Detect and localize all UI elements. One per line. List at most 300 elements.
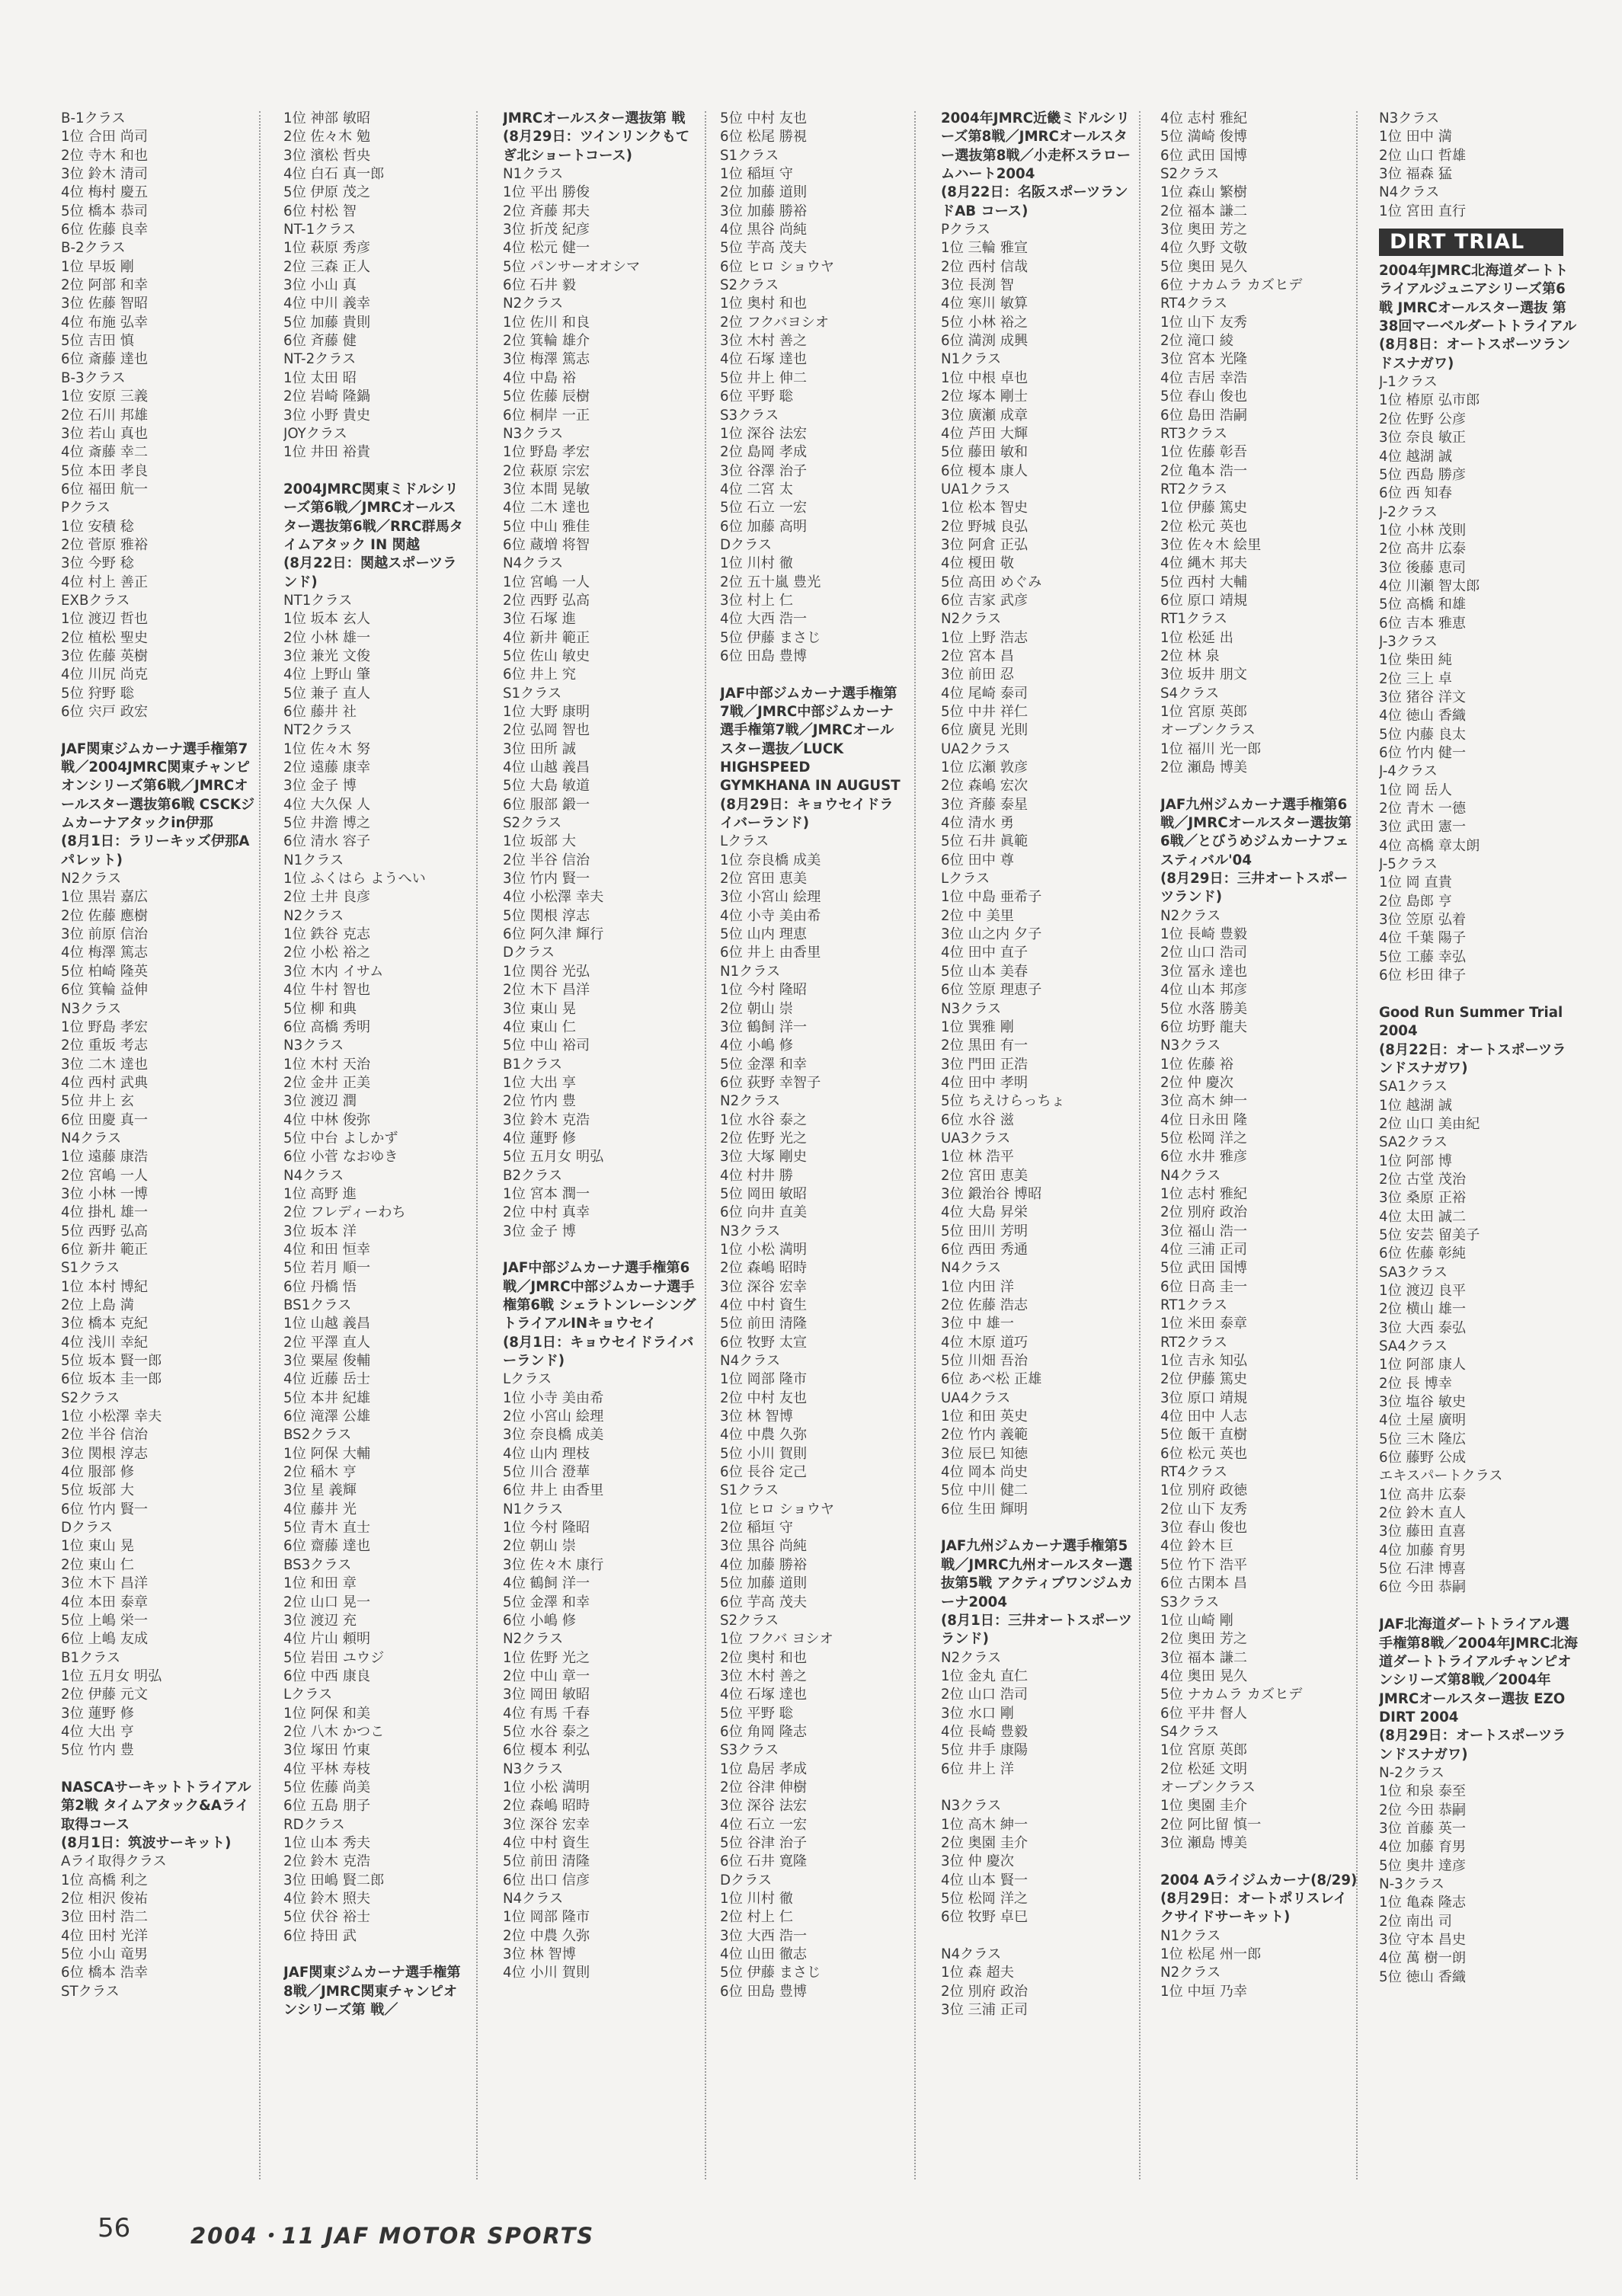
class-heading: N3クラス bbox=[61, 1000, 122, 1017]
class-heading: N3クラス bbox=[1379, 110, 1440, 126]
result-line: 5位 竹内 豊 bbox=[61, 1742, 134, 1759]
event-title: 2004年JMRC近畿ミドルシリーズ第8戦／JMRCオールスター選抜第8戦／小走杯スラロームハート2004 bbox=[941, 110, 1131, 183]
result-line: 1位 野島 孝宏 bbox=[503, 444, 590, 461]
result-line: 2位 植松 聖史 bbox=[61, 629, 149, 646]
result-line: 2位 瀬島 博美 bbox=[1160, 759, 1248, 776]
result-line: 1位 神部 敏昭 bbox=[283, 110, 371, 126]
result-line: 1位 フクバ ヨシオ bbox=[720, 1631, 833, 1648]
class-heading: Aライ取得クラス bbox=[61, 1853, 167, 1870]
result-line: 4位 蓮野 修 bbox=[503, 1130, 576, 1146]
result-line: 1位 合田 尚司 bbox=[61, 129, 149, 145]
result-line: 4位 高橋 章太朗 bbox=[1379, 837, 1480, 854]
result-line: 1位 上野 浩志 bbox=[941, 629, 1029, 646]
result-line: 5位 佐山 敏史 bbox=[503, 648, 590, 664]
result-line: 1位 関谷 光弘 bbox=[503, 963, 590, 980]
result-line: 4位 西村 武典 bbox=[61, 1074, 149, 1091]
class-heading: N4クラス bbox=[941, 1260, 1002, 1277]
class-heading: N4クラス bbox=[720, 1353, 781, 1370]
result-line: 6位 牧野 太宣 bbox=[720, 1334, 808, 1351]
class-heading: N2クラス bbox=[283, 907, 344, 924]
result-line: 3位 折茂 紀彦 bbox=[503, 222, 590, 238]
result-line: 3位 坂本 洋 bbox=[283, 1223, 357, 1239]
result-line: 3位 田所 誠 bbox=[503, 740, 576, 757]
result-line: 1位 松延 出 bbox=[1160, 629, 1233, 646]
result-line: 4位 徳山 香織 bbox=[1379, 708, 1467, 724]
result-line: 1位 伊藤 篤史 bbox=[1160, 500, 1248, 516]
result-line: 1位 遠藤 康浩 bbox=[61, 1149, 149, 1166]
result-line: 3位 今野 稔 bbox=[61, 555, 134, 572]
class-heading: RDクラス bbox=[283, 1816, 345, 1833]
result-line: 5位 本井 紀雄 bbox=[283, 1389, 371, 1406]
result-line: 5位 伊藤 まさじ bbox=[720, 629, 821, 646]
class-heading: RT4クラス bbox=[1160, 296, 1228, 312]
event-title: JMRCオールスター選抜第 戦 bbox=[503, 110, 686, 126]
result-line: 2位 稲木 亨 bbox=[283, 1464, 357, 1481]
result-line: 2位 別府 政治 bbox=[1160, 1204, 1248, 1221]
result-line: 2位 山口 美由紀 bbox=[1379, 1115, 1480, 1132]
result-line: 5位 井上 伸二 bbox=[720, 369, 808, 386]
result-line: 1位 奥園 圭介 bbox=[1160, 1798, 1248, 1815]
result-line: 5位 小川 賀則 bbox=[720, 1445, 808, 1462]
result-line: 3位 福山 浩一 bbox=[1160, 1223, 1248, 1239]
result-line: 3位 原口 靖規 bbox=[1160, 1389, 1248, 1406]
result-line: 3位 宮本 光隆 bbox=[1160, 351, 1248, 368]
result-line: 4位 藤井 光 bbox=[283, 1501, 357, 1517]
class-heading: S4クラス bbox=[1160, 685, 1220, 702]
result-line: 5位 松岡 洋之 bbox=[1160, 1130, 1248, 1146]
result-line: 5位 五月女 明弘 bbox=[503, 1149, 604, 1166]
result-line: 4位 浅川 幸紀 bbox=[61, 1334, 149, 1351]
result-line: 1位 鉄谷 克志 bbox=[283, 926, 371, 943]
class-heading: N1クラス bbox=[503, 1501, 564, 1517]
class-heading: N3クラス bbox=[1160, 1038, 1221, 1054]
class-heading: N1クラス bbox=[941, 351, 1002, 368]
result-line: 3位 渡辺 潤 bbox=[283, 1093, 357, 1110]
result-line: 1位 山越 義昌 bbox=[283, 1316, 371, 1332]
result-line: 1位 小松 満明 bbox=[503, 1779, 590, 1796]
result-line: 5位 平野 聡 bbox=[720, 1705, 793, 1722]
class-heading: N1クラス bbox=[1160, 1927, 1221, 1944]
result-line: 5位 武田 国博 bbox=[1160, 1260, 1248, 1277]
result-line: 3位 鍛治谷 博昭 bbox=[941, 1185, 1042, 1202]
result-line: 5位 佐藤 辰樹 bbox=[503, 389, 590, 405]
result-line: 2位 朝山 崇 bbox=[503, 1538, 576, 1555]
result-line: 5位 中山 雅佳 bbox=[503, 518, 590, 535]
result-line: 6位 滝澤 公雄 bbox=[283, 1409, 371, 1425]
result-line: 6位 井上 洋 bbox=[941, 1760, 1014, 1777]
result-line: 4位 尾崎 泰司 bbox=[941, 685, 1029, 702]
result-line: 5位 金澤 和幸 bbox=[503, 1594, 590, 1610]
result-line: 4位 石立 一宏 bbox=[720, 1816, 808, 1833]
result-line: 4位 山内 理枝 bbox=[503, 1445, 590, 1462]
class-heading: S1クラス bbox=[720, 147, 779, 164]
result-line: 1位 山下 友秀 bbox=[1160, 314, 1248, 331]
result-line: 6位 斎藤 達也 bbox=[61, 351, 149, 368]
result-line: 3位 金子 博 bbox=[503, 1223, 576, 1239]
result-line: 3位 加藤 勝裕 bbox=[720, 203, 808, 219]
result-line: 4位 越湖 誠 bbox=[1379, 448, 1452, 465]
result-line: 2位 宮本 昌 bbox=[941, 648, 1014, 664]
result-line: 5位 伊藤 まさじ bbox=[720, 1965, 821, 1981]
result-line: 4位 太田 誠二 bbox=[1379, 1208, 1467, 1225]
result-line: 2位 中村 友也 bbox=[720, 1389, 808, 1406]
results-column bbox=[1160, 110, 1360, 2001]
result-line: 4位 大出 亨 bbox=[61, 1723, 134, 1740]
result-line: 3位 本間 晃敏 bbox=[503, 481, 590, 497]
result-line: 6位 廣見 光則 bbox=[941, 722, 1029, 739]
result-line: 2位 島郎 亨 bbox=[1379, 893, 1452, 910]
result-line: 2位 松延 文明 bbox=[1160, 1760, 1248, 1777]
result-line: 2位 平澤 直人 bbox=[283, 1334, 371, 1351]
result-line: 2位 奥田 芳之 bbox=[1160, 1631, 1248, 1648]
result-line: 2位 村上 仁 bbox=[720, 1909, 793, 1926]
result-line: 6位 吉本 雅恵 bbox=[1379, 615, 1467, 632]
result-line: 3位 福本 謙二 bbox=[1160, 1649, 1248, 1666]
result-line: 4位 加藤 育男 bbox=[1379, 1839, 1467, 1856]
result-line: 4位 田村 光洋 bbox=[61, 1927, 149, 1944]
event-title: (8月8日：オートスポーツランドスナガワ) bbox=[1379, 337, 1570, 372]
result-line: 6位 原口 靖規 bbox=[1160, 592, 1248, 609]
result-line: 4位 片山 頼明 bbox=[283, 1631, 371, 1648]
result-line: 1位 巽雅 剛 bbox=[941, 1018, 1014, 1035]
result-line: 3位 梅澤 篤志 bbox=[503, 351, 590, 368]
result-line: 2位 亀本 浩一 bbox=[1160, 462, 1248, 479]
result-line: 4位 本田 泰章 bbox=[61, 1594, 149, 1610]
result-line: 4位 大島 昇栄 bbox=[941, 1204, 1029, 1221]
result-line: 1位 本村 博紀 bbox=[61, 1278, 149, 1295]
result-line: 5位 加藤 道則 bbox=[720, 1575, 808, 1592]
result-line: 1位 高橋 利之 bbox=[61, 1872, 149, 1888]
result-line: 4位 近藤 岳士 bbox=[283, 1371, 371, 1388]
page-number: 56 bbox=[98, 2213, 131, 2243]
event-title: JAF中部ジムカーナ選手権第7戦／JMRC中部ジムカーナ選手権第7戦／JMRCオールスター選抜／LUCK HIGHSPEED GYMKHANA IN AUGUST bbox=[720, 685, 901, 795]
result-line: 6位 芋高 茂夫 bbox=[720, 1594, 808, 1610]
result-line: 2位 西村 信哉 bbox=[941, 258, 1029, 275]
result-line: 2位 フレディーわち bbox=[283, 1204, 406, 1221]
result-line: 1位 ヒロ ショウヤ bbox=[720, 1501, 835, 1517]
event-title: NASCAサーキットトライアル第2戦 タイムアタック&Aライ取得コース bbox=[61, 1779, 251, 1833]
result-line: 5位 前田 清隆 bbox=[503, 1853, 590, 1870]
column-divider bbox=[914, 111, 916, 2179]
result-line: 1位 阿部 康人 bbox=[1379, 1357, 1467, 1373]
result-line: 1位 稲垣 守 bbox=[720, 166, 793, 183]
class-heading: S1クラス bbox=[720, 1482, 779, 1499]
result-line: 1位 阿部 博 bbox=[1379, 1153, 1452, 1169]
result-line: 1位 安積 稔 bbox=[61, 518, 134, 535]
result-line: 3位 廣瀬 成章 bbox=[941, 407, 1029, 424]
result-line: 6位 中西 康良 bbox=[283, 1668, 371, 1684]
result-line: 4位 新井 範正 bbox=[503, 629, 590, 646]
result-line: 3位 塚田 竹東 bbox=[283, 1742, 371, 1759]
event-title: (8月1日：ラリーキッズ伊那Aパレット) bbox=[61, 833, 250, 868]
result-line: 3位 小林 一博 bbox=[61, 1185, 149, 1202]
class-heading: エキスパートクラス bbox=[1379, 1468, 1503, 1485]
result-line: 1位 水谷 泰之 bbox=[720, 1111, 808, 1128]
result-line: 4位 小川 賀則 bbox=[503, 1965, 590, 1981]
result-line: 3位 鈴木 清司 bbox=[61, 166, 149, 183]
result-line: 6位 竹内 賢一 bbox=[61, 1501, 149, 1517]
result-line: 5位 藤田 敏和 bbox=[941, 444, 1029, 461]
result-line: 5位 青木 直士 bbox=[283, 1520, 371, 1537]
result-line: 3位 深谷 法宏 bbox=[720, 1798, 808, 1815]
result-line: 5位 奥田 晃久 bbox=[1160, 258, 1248, 275]
result-line: 3位 谷澤 治子 bbox=[720, 462, 808, 479]
class-heading: S2クラス bbox=[720, 1612, 779, 1629]
result-line: 6位 武田 国博 bbox=[1160, 147, 1248, 164]
result-line: 4位 山田 徹志 bbox=[720, 1946, 808, 1963]
class-heading: S2クラス bbox=[1160, 166, 1220, 183]
result-line: 5位 井上 玄 bbox=[61, 1093, 134, 1110]
result-line: 4位 二木 達也 bbox=[503, 500, 590, 516]
class-heading: N3クラス bbox=[503, 425, 564, 442]
result-line: 4位 田中 孝明 bbox=[941, 1074, 1029, 1091]
result-line: 3位 蓮野 修 bbox=[61, 1705, 134, 1722]
class-heading: N3クラス bbox=[503, 1760, 564, 1777]
result-line: 5位 伏谷 裕士 bbox=[283, 1909, 371, 1926]
result-line: 4位 加藤 勝裕 bbox=[720, 1556, 808, 1573]
event-title: (8月22日：関越スポーツランド) bbox=[283, 555, 457, 590]
result-line: 3位 兼光 文俊 bbox=[283, 648, 371, 664]
result-line: 3位 金子 博 bbox=[283, 778, 357, 795]
result-line: 3位 竹内 賢一 bbox=[503, 871, 590, 887]
result-line: 4位 芦田 大輝 bbox=[941, 425, 1029, 442]
result-line: 5位 狩野 聡 bbox=[61, 685, 134, 702]
result-line: 4位 村井 勝 bbox=[720, 1167, 793, 1184]
result-line: 5位 上嶋 栄一 bbox=[61, 1612, 149, 1629]
result-line: 6位 榎本 利弘 bbox=[503, 1742, 590, 1759]
result-line: 6位 阿久津 輝行 bbox=[503, 926, 604, 943]
result-line: 6位 蔵増 将智 bbox=[503, 536, 590, 553]
result-line: 5位 川合 澄華 bbox=[503, 1464, 590, 1481]
result-line: 4位 清水 勇 bbox=[941, 815, 1014, 832]
result-line: 2位 上島 満 bbox=[61, 1297, 134, 1313]
class-heading: N2クラス bbox=[1160, 907, 1221, 924]
result-line: 5位 竹下 浩平 bbox=[1160, 1556, 1248, 1573]
result-line: 3位 木内 イサム bbox=[283, 963, 384, 980]
result-line: 4位 和田 恒幸 bbox=[283, 1241, 371, 1258]
result-line: 3位 後藤 恵司 bbox=[1379, 559, 1467, 576]
class-heading: S2クラス bbox=[503, 815, 562, 832]
class-heading: N2クラス bbox=[1160, 1965, 1221, 1981]
result-line: 3位 首藤 英一 bbox=[1379, 1820, 1467, 1837]
class-heading: NT-2クラス bbox=[283, 351, 357, 368]
class-heading: N2クラス bbox=[720, 1093, 781, 1110]
class-heading: Lクラス bbox=[720, 833, 769, 850]
result-line: 1位 萩原 秀彦 bbox=[283, 240, 371, 257]
result-line: 4位 山越 義昌 bbox=[503, 759, 590, 776]
event-title: (8月29日：キョウセイドライバーランド) bbox=[720, 796, 894, 832]
result-line: 5位 芋高 茂夫 bbox=[720, 240, 808, 257]
result-line: 2位 島岡 孝成 bbox=[720, 444, 808, 461]
result-line: 3位 奥田 芳之 bbox=[1160, 222, 1248, 238]
result-line: 1位 奈良橋 成美 bbox=[720, 852, 821, 868]
result-line: 1位 和泉 泰至 bbox=[1379, 1783, 1467, 1800]
result-line: 3位 佐藤 英樹 bbox=[61, 648, 149, 664]
result-line: 2位 古堂 茂治 bbox=[1379, 1171, 1467, 1188]
result-line: 1位 岡部 隆市 bbox=[503, 1909, 590, 1926]
result-line: 6位 佐藤 彰純 bbox=[1379, 1246, 1467, 1262]
result-line: 3位 山之内 夕子 bbox=[941, 926, 1042, 943]
spacer bbox=[61, 1760, 261, 1779]
spacer bbox=[1379, 985, 1579, 1003]
result-line: 3位 三浦 正司 bbox=[941, 2002, 1029, 2019]
result-line: 1位 安原 三義 bbox=[61, 389, 149, 405]
result-line: 2位 奥園 圭介 bbox=[941, 1834, 1029, 1851]
result-line: 3位 春山 俊也 bbox=[1160, 1520, 1248, 1537]
result-line: 5位 前田 清隆 bbox=[720, 1316, 808, 1332]
result-line: 5位 中山 裕司 bbox=[503, 1038, 590, 1054]
result-line: 1位 高井 広泰 bbox=[1379, 1486, 1467, 1503]
result-line: 2位 箕輪 雄介 bbox=[503, 333, 590, 350]
result-line: 4位 有馬 千春 bbox=[503, 1705, 590, 1722]
result-line: 1位 宮田 直行 bbox=[1379, 203, 1467, 219]
result-line: 6位 箕輪 益伸 bbox=[61, 982, 149, 999]
result-line: 5位 三木 隆広 bbox=[1379, 1431, 1467, 1447]
result-line: 5位 高田 めぐみ bbox=[941, 574, 1042, 590]
result-line: 1位 渡辺 哲也 bbox=[61, 611, 149, 628]
result-line: 2位 遠藤 康幸 bbox=[283, 759, 371, 776]
result-line: 4位 平林 寿枝 bbox=[283, 1760, 371, 1777]
result-line: 4位 大西 浩一 bbox=[720, 611, 808, 628]
result-line: 5位 石津 博喜 bbox=[1379, 1561, 1467, 1578]
result-line: 5位 関根 淳志 bbox=[503, 907, 590, 924]
result-line: 4位 中林 俊弥 bbox=[283, 1111, 371, 1128]
result-line: 3位 深谷 宏幸 bbox=[503, 1816, 590, 1833]
result-line: 6位 杉田 律子 bbox=[1379, 967, 1467, 984]
result-line: 5位 松岡 洋之 bbox=[941, 1891, 1029, 1907]
result-line: 4位 川尻 尚克 bbox=[61, 667, 149, 683]
result-line: 1位 小松澤 幸夫 bbox=[61, 1409, 162, 1425]
class-heading: RT4クラス bbox=[1160, 1464, 1228, 1481]
class-heading: N-3クラス bbox=[1379, 1875, 1444, 1892]
result-line: 5位 山本 美春 bbox=[941, 963, 1029, 980]
result-line: 3位 藤田 直喜 bbox=[1379, 1524, 1467, 1540]
result-line: 1位 内田 洋 bbox=[941, 1278, 1014, 1295]
class-heading: NT2クラス bbox=[283, 722, 353, 739]
result-line: 4位 田中 直子 bbox=[941, 945, 1029, 961]
result-line: 3位 田村 浩二 bbox=[61, 1909, 149, 1926]
result-line: 1位 佐野 光之 bbox=[503, 1649, 590, 1666]
result-line: 1位 川村 徹 bbox=[720, 1891, 793, 1907]
result-line: 2位 三上 卓 bbox=[1379, 670, 1452, 687]
result-line: 6位 福田 航一 bbox=[61, 481, 149, 497]
result-line: 2位 宮田 恵美 bbox=[941, 1167, 1029, 1184]
result-line: 2位 三森 正人 bbox=[283, 258, 371, 275]
result-line: 5位 若月 順一 bbox=[283, 1260, 371, 1277]
class-heading: Dクラス bbox=[720, 1872, 773, 1888]
result-line: 6位 荻野 幸智子 bbox=[720, 1074, 821, 1091]
result-line: 2位 佐藤 應樹 bbox=[61, 907, 149, 924]
result-line: 6位 角岡 隆志 bbox=[720, 1723, 808, 1740]
result-line: 2位 佐々木 勉 bbox=[283, 129, 371, 145]
result-line: 2位 阿部 和幸 bbox=[61, 277, 149, 294]
result-line: 4位 小松澤 幸夫 bbox=[503, 889, 604, 906]
event-title: JAF北海道ダートトライアル選手権第8戦／2004年JMRC北海道ダートトライアルチャンピオンシリーズ第8戦／2004年JMRCオールスター選抜 EZO DIRT 2004 bbox=[1379, 1616, 1578, 1725]
result-line: 6位 ヒロ ショウヤ bbox=[720, 258, 835, 275]
result-line: 2位 竹内 義範 bbox=[941, 1427, 1029, 1444]
result-line: 4位 日永田 隆 bbox=[1160, 1111, 1248, 1128]
result-line: 6位 日高 圭一 bbox=[1160, 1278, 1248, 1295]
result-line: 5位 加藤 貴則 bbox=[283, 314, 371, 331]
spacer bbox=[1160, 1853, 1360, 1871]
result-line: 2位 別府 政治 bbox=[941, 1983, 1029, 2000]
result-line: 2位 森嶋 昭時 bbox=[503, 1798, 590, 1815]
result-line: 5位 飯干 直樹 bbox=[1160, 1427, 1248, 1444]
result-line: 6位 坊野 龍夫 bbox=[1160, 1018, 1248, 1035]
result-line: 2位 福本 謙二 bbox=[1160, 203, 1248, 219]
result-line: 2位 伊藤 篤史 bbox=[1160, 1371, 1248, 1388]
result-line: 2位 鈴木 克浩 bbox=[283, 1853, 371, 1870]
result-line: 4位 山本 邦彦 bbox=[1160, 982, 1248, 999]
result-line: 6位 田慶 真一 bbox=[61, 1111, 149, 1128]
result-line: 4位 田中 人志 bbox=[1160, 1409, 1248, 1425]
class-heading: N4クラス bbox=[941, 1946, 1002, 1963]
result-line: 5位 中台 よしかず bbox=[283, 1130, 398, 1146]
class-heading: SA1クラス bbox=[1379, 1079, 1448, 1095]
class-heading: N1クラス bbox=[503, 166, 564, 183]
result-line: 2位 加藤 道則 bbox=[720, 184, 808, 201]
class-heading: N4クラス bbox=[61, 1130, 122, 1146]
result-line: 3位 関根 淳志 bbox=[61, 1445, 149, 1462]
result-line: 2位 稲垣 守 bbox=[720, 1520, 793, 1537]
result-line: 6位 清水 容子 bbox=[283, 833, 371, 850]
result-line: 6位 佐藤 良幸 bbox=[61, 222, 149, 238]
class-heading: RT3クラス bbox=[1160, 425, 1228, 442]
result-line: 4位 中村 資生 bbox=[503, 1834, 590, 1851]
class-heading: SA3クラス bbox=[1379, 1264, 1448, 1281]
class-heading: Lクラス bbox=[283, 1687, 333, 1703]
result-line: 2位 斉藤 邦夫 bbox=[503, 203, 590, 219]
result-line: 6位 榎本 康人 bbox=[941, 462, 1029, 479]
result-line: 4位 梅澤 篤志 bbox=[61, 945, 149, 961]
section-banner: DIRT TRIAL bbox=[1379, 229, 1563, 256]
result-line: 6位 服部 鍛一 bbox=[503, 796, 590, 813]
result-line: 2位 谷津 伸樹 bbox=[720, 1779, 808, 1796]
result-line: 2位 山口 哲雄 bbox=[1379, 147, 1467, 164]
result-line: 4位 鶴飼 洋一 bbox=[503, 1575, 590, 1592]
result-line: 3位 木下 昌洋 bbox=[61, 1575, 149, 1592]
result-line: 3位 木村 善之 bbox=[720, 333, 808, 350]
class-heading: オープンクラス bbox=[1160, 1779, 1256, 1796]
event-title: (8月29日：オートスポーツランドスナガワ) bbox=[1379, 1728, 1566, 1763]
class-heading: J-1クラス bbox=[1379, 374, 1438, 391]
result-line: 5位 伊原 茂之 bbox=[283, 184, 371, 201]
result-line: 1位 米田 泰章 bbox=[1160, 1316, 1248, 1332]
result-line: 2位 半谷 信治 bbox=[503, 852, 590, 868]
result-line: 4位 斎藤 幸二 bbox=[61, 444, 149, 461]
class-heading: BS3クラス bbox=[283, 1556, 352, 1573]
result-line: 4位 鈴木 照夫 bbox=[283, 1891, 371, 1907]
result-line: 1位 林 浩平 bbox=[941, 1149, 1014, 1166]
result-line: 1位 柴田 純 bbox=[1379, 652, 1452, 669]
result-line: 1位 宮嶋 一人 bbox=[503, 574, 590, 590]
result-line: 2位 宮田 恵美 bbox=[720, 871, 808, 887]
result-line: 3位 武田 憲一 bbox=[1379, 819, 1467, 836]
class-heading: RT2クラス bbox=[1160, 1334, 1228, 1351]
spacer bbox=[720, 666, 903, 684]
result-line: 1位 佐川 和良 bbox=[503, 314, 590, 331]
class-heading: Dクラス bbox=[720, 536, 773, 553]
result-line: 1位 松尾 州一郎 bbox=[1160, 1946, 1262, 1963]
result-line: 2位 寺木 和也 bbox=[61, 147, 149, 164]
class-heading: S1クラス bbox=[503, 685, 562, 702]
result-line: 4位 黒谷 尚純 bbox=[720, 222, 808, 238]
event-title: 2004年JMRC北海道ダートトライアルジュニアシリーズ第6戦 JMRCオールスター選抜 第38回マーベルダートトライアル bbox=[1379, 263, 1577, 335]
result-line: 3位 門田 正浩 bbox=[941, 1056, 1029, 1073]
result-line: 6位 西田 秀通 bbox=[941, 1241, 1029, 1258]
result-line: 6位 松尾 勝視 bbox=[720, 129, 808, 145]
class-heading: N3クラス bbox=[941, 1798, 1002, 1815]
